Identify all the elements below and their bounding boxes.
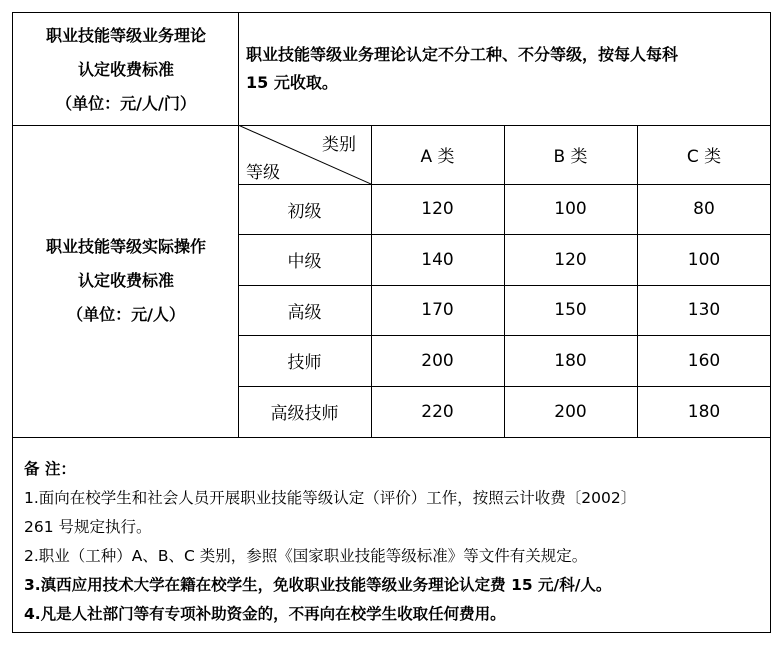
fee-cell: 200 (421, 350, 454, 371)
fee-cell: 140 (421, 249, 454, 270)
fee-cell: 160 (687, 350, 721, 371)
practice-header-line3: （单位：元/人） (67, 305, 185, 324)
notes-title: 备 注： (24, 460, 76, 478)
fee-cell: 120 (421, 199, 454, 219)
row-level-label: 初级 (287, 201, 322, 222)
corner-level-label: 等级 (246, 163, 280, 183)
note-line: 4.凡是人社部门等有专项补助资金的，不再向在校学生收取任何费用。 (24, 605, 506, 623)
column-header-a: A 类 (420, 147, 455, 167)
note-line: 2.职业（工种）A、B、C 类别，参照《国家职业技能等级标准》等文件有关规定。 (24, 547, 588, 565)
corner-category-label: 类别 (322, 135, 356, 155)
fee-cell: 130 (687, 300, 721, 320)
practice-header-line1: 职业技能等级实际操作 (45, 237, 206, 256)
fee-cell: 220 (421, 401, 454, 422)
row-divider (12, 437, 771, 438)
practice-header-line2: 认定收费标准 (77, 271, 174, 290)
note-line: 3.滇西应用技术大学在籍在校学生，免收职业技能等级业务理论认定费 15 元/科/人。 (24, 576, 612, 594)
fee-cell: 80 (693, 199, 715, 219)
column-header-b: B 类 (553, 147, 588, 167)
note-line: 261 号规定执行。 (24, 518, 152, 536)
row-level-label: 高级 (287, 302, 322, 323)
fee-cell: 170 (421, 300, 454, 320)
fee-cell: 180 (554, 350, 587, 371)
row-level-label: 中级 (287, 252, 322, 272)
fee-cell: 150 (554, 300, 587, 320)
theory-header-line1: 职业技能等级业务理论 (45, 26, 206, 45)
fee-cell: 200 (554, 401, 587, 422)
note-line: 1.面向在校学生和社会人员开展职业技能等级认定（评价）工作，按照云计收费〔2002〕 (24, 489, 637, 507)
fee-cell: 120 (554, 249, 587, 270)
fee-cell: 100 (687, 249, 721, 270)
row-level-label: 高级技师 (270, 404, 339, 424)
theory-header-line2: 认定收费标准 (77, 60, 174, 79)
fee-cell: 180 (687, 401, 721, 422)
column-header-c: C 类 (686, 147, 722, 167)
row-level-label: 技师 (287, 353, 322, 373)
notes-section (24, 455, 764, 629)
fee-cell: 100 (554, 199, 587, 219)
theory-fee-text-line2: 15 元收取。 (246, 73, 338, 92)
theory-fee-text-line1: 职业技能等级业务理论认定不分工种、不分等级，按每人每科 (246, 45, 679, 64)
theory-header-line3: （单位：元/人/门） (56, 94, 196, 113)
